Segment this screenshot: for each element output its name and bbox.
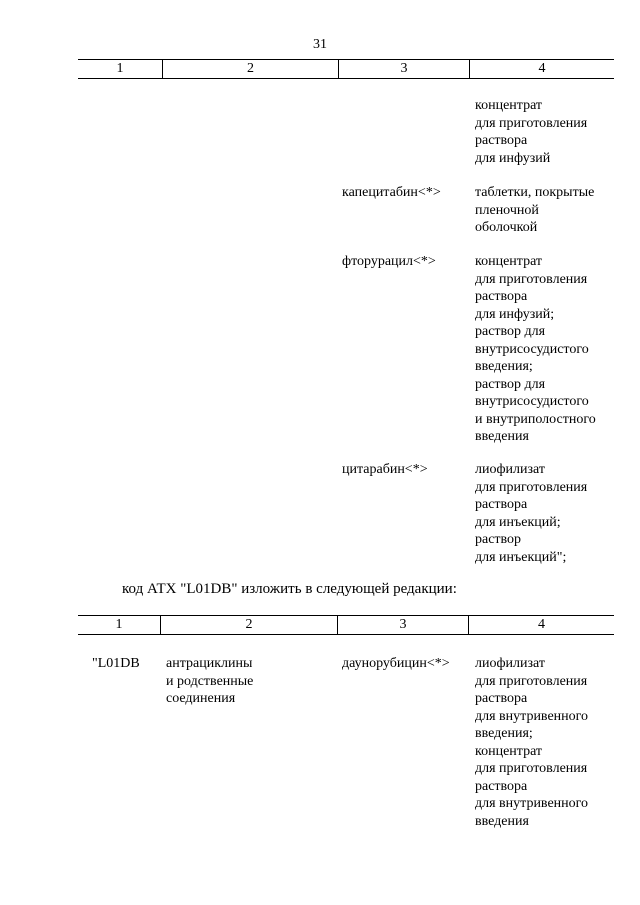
table1-row1-form: концентрат для приготовления раствора для инфузий	[475, 98, 588, 166]
table2-group-name: антрациклины и родственные соединения	[166, 656, 254, 706]
table2-header-col2: 2	[245, 617, 253, 632]
table2-atc-code: "L01DB	[92, 656, 140, 671]
table1-header-col3: 3	[400, 61, 408, 76]
table2-form: лиофилизат для приготовления раствора для внутривенного введения; концентрат для приготовления раствора для внутривенного введения	[475, 656, 589, 829]
table1-row3-drug: фторурацил<*>	[342, 254, 436, 269]
intro-paragraph: код АТХ "L01DB" изложить в следующей редакции:	[122, 581, 457, 597]
table1-row3-form: концентрат для приготовления раствора для инфузий; раствор для внутрисосудистого введения; раствор для внутрисосудистого и внутриполостного введения	[475, 254, 596, 444]
table1-header-col4: 4	[538, 61, 546, 76]
table1-header-col1: 1	[116, 61, 124, 76]
table2-drug: даунорубицин<*>	[342, 656, 450, 671]
page-number: 31	[313, 37, 327, 52]
table2-header-row	[78, 615, 614, 635]
table2-header-col4: 4	[538, 617, 545, 632]
table2-header-col1: 1	[115, 617, 123, 632]
table2-header-col3: 3	[399, 617, 407, 632]
table1-row2-drug: капецитабин<*>	[342, 185, 441, 200]
table1-row4-drug: цитарабин<*>	[342, 462, 428, 477]
table1-header-col2: 2	[247, 61, 254, 76]
table1-row4-form: лиофилизат для приготовления раствора для инъекций; раствор для инъекций";	[475, 462, 588, 565]
table1-header-row	[78, 59, 614, 79]
table1-row2-form: таблетки, покрытые пленочной оболочкой	[475, 185, 595, 235]
